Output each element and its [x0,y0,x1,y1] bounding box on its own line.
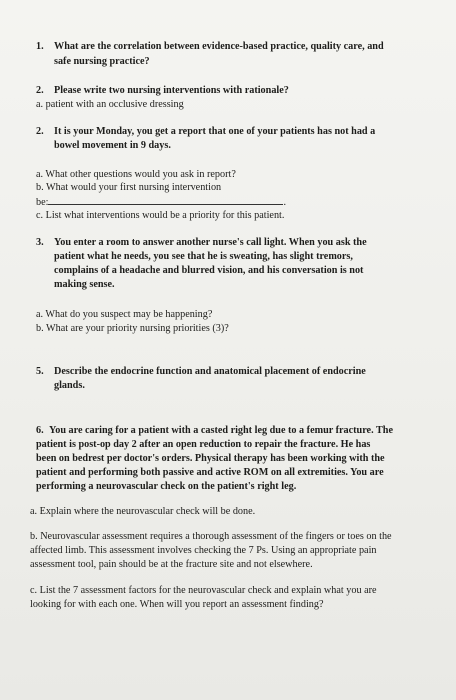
question-2 [36,84,289,97]
question-4-item-a: a. What do you suspect may be happening? [36,309,213,320]
answer-period: . [283,197,286,208]
question-6 [36,424,393,437]
answer-label: be: [36,197,49,208]
question-1-line-1: What are the correlation between evidence-based practice, quality care, and [54,41,384,52]
answer-blank-line[interactable] [48,195,283,205]
question-1-number: 1. [36,41,44,52]
question-6-item-b-line-3: assessment tool, pain should be at the fracture site and not elsewhere. [30,559,313,570]
question-5-line-2: glands. [54,380,85,391]
question-4-line-4: making sense. [54,279,115,290]
question-5 [36,365,366,378]
question-4-line-3: complains of a headache and blurred vision, and his conversation is not [54,265,364,276]
question-3-item-c: c. List what interventions would be a priority for this patient. [36,210,285,221]
question-6-item-c-line-1: c. List the 7 assessment factors for the neurovascular check and explain what you are [30,585,377,596]
question-2-number: 2. [36,85,44,96]
question-6-item-a: a. Explain where the neurovascular check will be done. [30,506,256,517]
question-4-item-b: b. What are your priority nursing priorities (3)? [36,323,229,334]
question-6-item-b-line-1: b. Neurovascular assessment requires a thorough assessment of the fingers or toes on the [30,531,392,542]
question-6-line-5: performing a neurovascular check on the patient's right leg. [36,481,297,492]
question-5-line-1: Describe the endocrine function and anatomical placement of endocrine [54,366,366,377]
question-3-item-a: a. What other questions would you ask in report? [36,169,236,180]
question-6-item-b-line-2: affected limb. This assessment involves checking the 7 Ps. Using an appropriate pain [30,545,377,556]
question-4-line-2: patient what he needs, you see that he is sweating, has slight tremors, [54,251,353,262]
question-1-line-2: safe nursing practice? [54,56,150,67]
question-4 [36,236,367,249]
question-3-item-b: b. What would your first nursing intervention [36,182,222,193]
question-2-item-a: a. patient with an occlusive dressing [36,99,184,110]
question-2-line-1: Please write two nursing interventions with rationale? [54,85,289,96]
question-6-item-c-line-2: looking for with each one. When will you report an assessment finding? [30,599,324,610]
question-3-number: 2. [36,126,44,137]
question-5-number: 5. [36,366,44,377]
question-4-line-1: You enter a room to answer another nurse's call light. When you ask the [54,237,367,248]
question-6-line-4: patient and performing both passive and active ROM on all extremities. You are [36,467,384,478]
question-6-line-1: You are caring for a patient with a casted right leg due to a femur fracture. The [49,425,393,436]
question-3-line-2: bowel movement in 9 days. [54,140,171,151]
question-3-line-1: It is your Monday, you get a report that one of your patients has not had a [54,126,376,137]
question-4-number: 3. [36,237,44,248]
question-6-number: 6. [36,425,44,436]
question-3-item-b-continued [36,195,286,209]
question-3 [36,125,375,138]
question-6-line-2: patient is post-op day 2 after an open reduction to repair the fracture. He has [36,439,371,450]
question-1 [36,40,384,53]
question-6-line-3: been on bedrest per doctor's orders. Physical therapy has been working with the [36,453,385,464]
